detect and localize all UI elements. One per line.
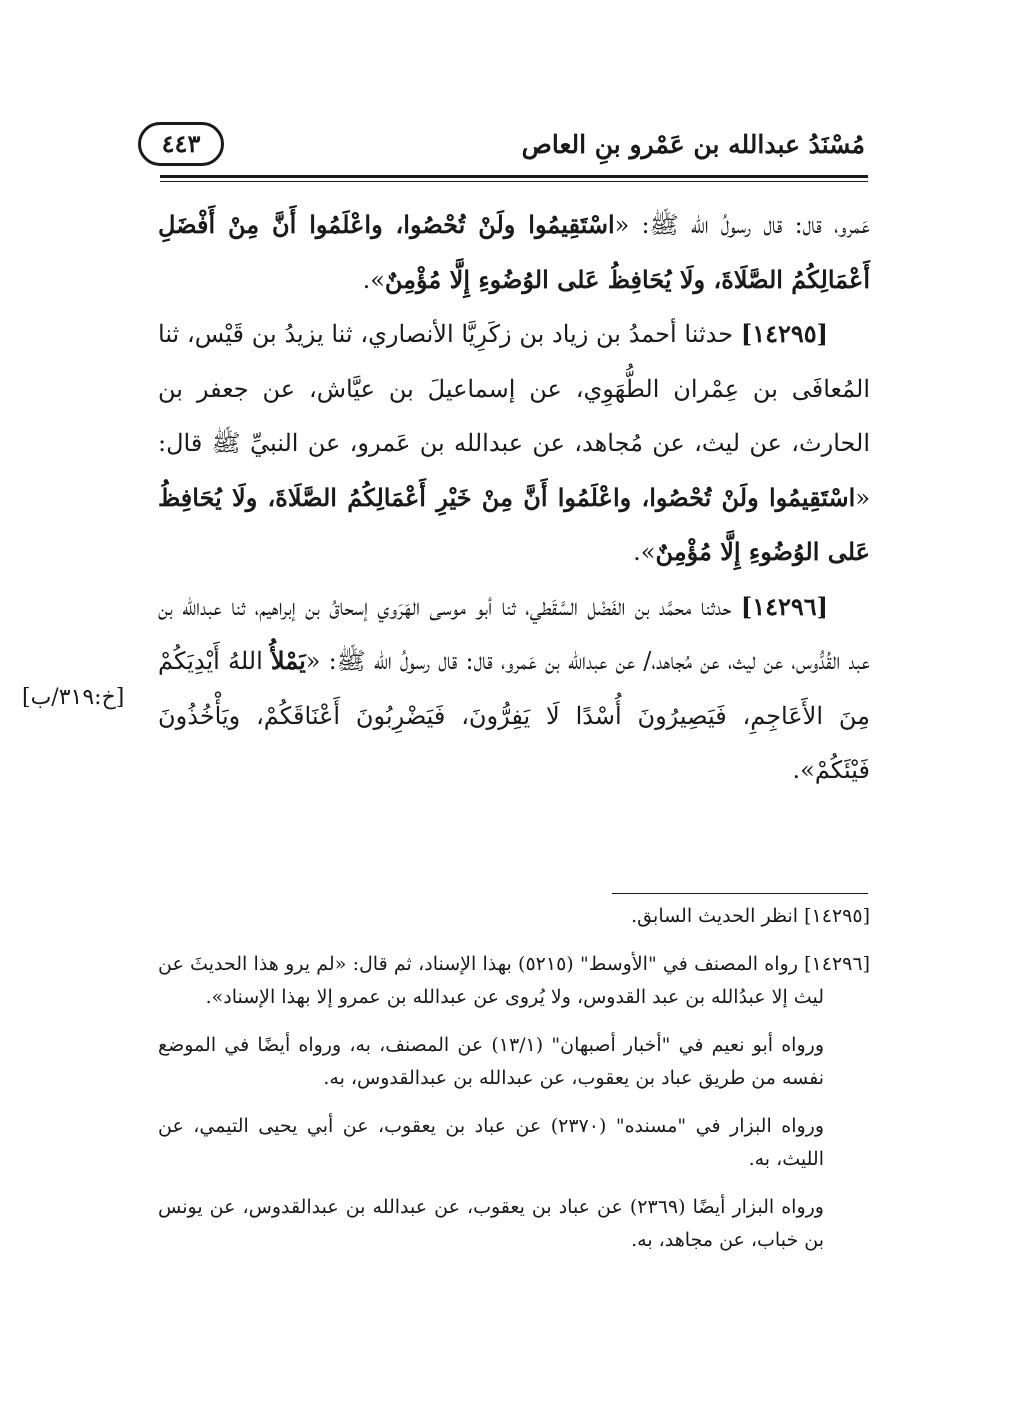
hadith-text-bold: يَمْلأُ: [270, 646, 306, 675]
isnad-text: حدثنا محمَّد بن الفَضْل السَّقَطي، ثنا أبو موسى الهَرَوي إسحاقُ بن إبراهيم، ثنا عبدالله بن عبد القُدُّوس، عن ليث، عن مُجاهد،/ عن عبدالله بن عَمرو، قال: قال رسولُ الله ﷺ: «: [158, 592, 870, 675]
text-run: ».: [792, 756, 815, 784]
footnote-14296-bazzar: ورواه البزار في "مسنده" (٢٣٧٠) عن عباد بن يعقوب، عن أبي يحيى التيمي، عن الليث، به.: [158, 1114, 824, 1170]
running-header: مُسْنَدُ عبدالله بن عَمْرو بنِ العاص: [521, 130, 865, 159]
footnote-14296-abu-nuaym: ورواه أبو نعيم في "أخبار أصبهان" (١٣/١) عن المصنف، به، ورواه أيضًا في الموضع نفسه من طريق عباد بن يعقوب، عن عبدالله بن عبدالقدوس، به.: [158, 1033, 824, 1089]
header-rule-thin: [160, 181, 868, 182]
footnote-14295: [١٤٢٩٥] انظر الحديث السابق.: [631, 905, 870, 927]
hadith-number: [١٤٢٩٦]: [740, 591, 828, 621]
header-rule: [160, 175, 868, 178]
hadith-text: اسْتَقِيمُوا ولَنْ تُحْصُوا، واعْلَمُوا أَنَّ مِنْ خَيْرِ أَعْمَالِكُمُ الصَّلَاةَ، ولَا يُحَافِظُ عَلى الوُضُوءِ إِلَّا مُؤْمِنٌ: [158, 482, 870, 566]
hadith-text: اسْتَقِيمُوا ولَنْ تُحْصُوا، واعْلَمُوا أَنَّ مِنْ أَفْضَلِ أَعْمَالِكُمُ الصَّلَاةَ، ولَا يُحَافِظُ عَلى الوُضُوءِ إِلَّا مُؤْمِنٌ: [158, 210, 870, 294]
footnote-rule: [612, 893, 868, 894]
footnote-14296: [١٤٢٩٦] رواه المصنف في "الأوسط" (٥٢١٥) بهذا الإسناد، ثم قال: «لم يرو هذا الحديثَ عن ليث إلا عبدُالله بن عبد القدوس، ولا يُروى عن عبدالله بن عمرو إلا بهذا الإسناد».: [158, 952, 870, 1008]
footnotes: [158, 900, 870, 1272]
footnote-14296-bazzar-2: ورواه البزار أيضًا (٢٣٦٩) عن عباد بن يعقوب، عن عبدالله بن عبدالقدوس، عن يونس بن خباب، عن مجاهد، به.: [158, 1195, 824, 1251]
main-text: [158, 198, 870, 798]
hadith-14296: [158, 580, 870, 798]
text-run: ».: [633, 538, 656, 566]
hadith-number: [١٤٢٩٥]: [740, 319, 828, 348]
manuscript-margin-note: [خ:٣١٩/ب]: [22, 685, 125, 710]
text-run: ».: [362, 265, 385, 294]
paragraph-continuation: [158, 198, 870, 307]
page-number: ٤٤٣: [138, 122, 224, 166]
isnad-text: حدثنا أحمدُ بن زياد بن زكَرِيَّا الأنصاري، ثنا يزيدُ بن قَيْس، ثنا المُعافَى بن عِمْران الطُّهَوِي، عن إسماعيلَ بن عيَّاش، عن جعفر بن الحارث، عن ليث، عن مُجاهد، عن عبدالله بن عَمرو، عن النبيِّ ﷺ قال: «: [158, 320, 870, 512]
hadith-text: اللهُ أَيْدِيَكُمْ مِنَ الأَعَاجِمِ، فَيَصِيرُونَ أُسْدًا لَا يَفِرُّونَ، فَيَضْرِبُونَ أَعْنَاقَكُمْ، ويَأْخُذُونَ فَيْئَكُمْ: [158, 647, 870, 784]
hadith-14295: [158, 307, 870, 580]
text-run: عَمرو، قال: قال رسولُ الله ﷺ: «: [614, 211, 870, 239]
